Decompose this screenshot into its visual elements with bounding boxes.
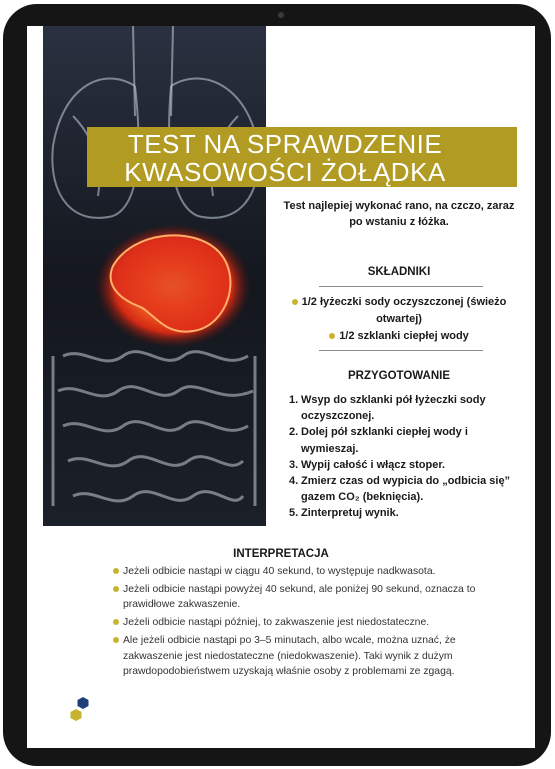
ingredient-item: 1/2 szklanki ciepłej wody [279, 328, 519, 345]
interpretation-item: Jeżeli odbicie nastąpi powyżej 40 sekund, ale poniżej 90 sekund, oznacza to prawidłowe zakwaszenie. [113, 582, 513, 613]
page-title-line-1: TEST NA SPRAWDZENIE [127, 129, 443, 159]
hexagon-logo-icon [69, 696, 89, 728]
title-banner [87, 127, 517, 187]
tablet-frame [3, 4, 551, 766]
ingredient-item: 1/2 łyżeczki sody oczyszczonej (świeżo otwartej) [279, 294, 519, 328]
page-title-line-2: KWASOWOŚCI ŻOŁĄDKA [124, 157, 446, 187]
step-item: 3. Wypij całość i włącz stoper. [289, 458, 446, 471]
camera-dot [278, 12, 284, 18]
divider [319, 350, 483, 351]
bullet-dot [113, 619, 119, 625]
preparation-heading: PRZYGOTOWANIE [347, 370, 451, 382]
stomach-illustration [43, 26, 266, 526]
interpretation-item: Jeżeli odbicie nastąpi później, to zakwaszenie jest niedostateczne. [113, 615, 513, 630]
bullet-dot [329, 333, 335, 339]
step-item: 2. Dolej pół szklanki ciepłej wody i wymieszaj. [289, 426, 468, 455]
preparation-steps [289, 392, 514, 522]
page-screen [27, 26, 535, 748]
intro-text: Test najlepiej wykonać rano, na czczo, zaraz po wstaniu z łóżka. [283, 200, 515, 228]
interpretation-item: Ale jeżeli odbicie nastąpi po 3–5 minutach, albo wcale, można uznać, że zakwaszenie jest niedostateczne (niedokwaszenie). Taki wynik z dużym prawdopodobieństwem uzyskają właśnie osoby z problemami ze zgagą. [113, 633, 513, 679]
divider [319, 286, 483, 287]
bullet-dot [292, 299, 298, 305]
ingredients-heading: SKŁADNIKI [367, 266, 431, 278]
interpretation-heading: INTERPRETACJA [233, 548, 329, 560]
ingredients-list [279, 294, 519, 345]
anatomy-image [43, 26, 266, 526]
step-item: 5. Zinterpretuj wynik. [289, 507, 399, 520]
step-item: 1. Wsyp do szklanki pół łyżeczki sody oczyszczonej. [289, 394, 486, 423]
bullet-dot [113, 568, 119, 574]
step-item: 4. Zmierz czas od wypicia do „odbicia się” gazem CO₂ (beknięcia). [289, 475, 511, 504]
bullet-dot [113, 637, 119, 643]
interpretation-list [113, 564, 513, 682]
bullet-dot [113, 586, 119, 592]
interpretation-item: Jeżeli odbicie nastąpi w ciągu 40 sekund, to występuje nadkwasota. [113, 564, 513, 579]
